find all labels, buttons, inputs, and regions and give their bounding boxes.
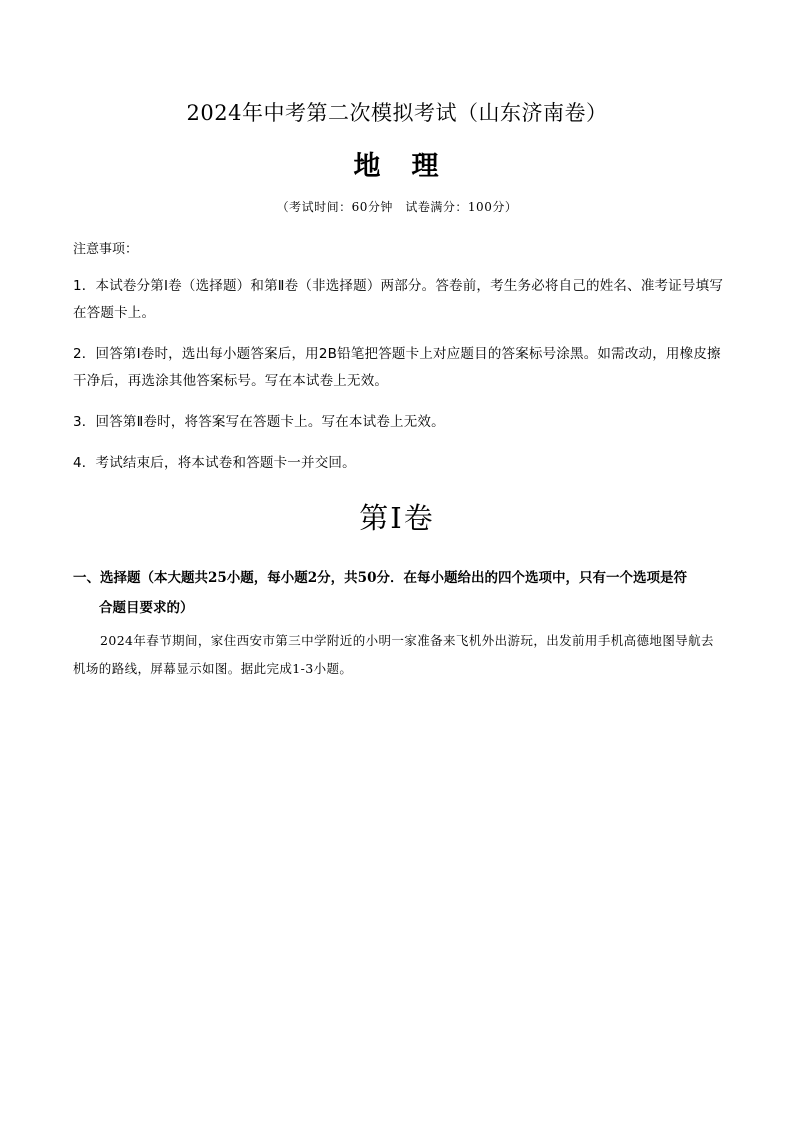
exam-info: （考试时间：60分钟 试卷满分：100分） (276, 200, 518, 214)
exam-title: 2024年中考第二次模拟考试（山东济南卷） (186, 101, 608, 125)
notice-item-1: 1．本试卷分第Ⅰ卷（选择题）和第Ⅱ卷（非选择题）两部分。答卷前，考生务必将自己的姓名、准考证号填写在答题卡上。 (73, 278, 724, 321)
question-passage: 2024年春节期间，家住西安市第三中学附近的小明一家准备来飞机外出游玩，出发前用手机高德地图导航去机场的路线，屏幕显示如图。据此完成1-3小题。 (73, 633, 714, 676)
question-heading-line-1: 一、选择题（本大题共25小题，每小题2分，共50分．在每小题给出的四个选项中，只有一个选项是符 (73, 570, 687, 586)
subject-title: 地 理 (353, 151, 441, 182)
question-heading-line-2: 合题目要求的） (99, 600, 194, 616)
notice-item-4: 4．考试结束后，将本试卷和答题卡一并交回。 (73, 455, 356, 471)
notice-item-3: 3．回答第Ⅱ卷时，将答案写在答题卡上。写在本试卷上无效。 (73, 414, 445, 430)
notice-heading: 注意事项： (73, 242, 139, 257)
section-title: 第Ⅰ卷 (359, 501, 435, 535)
question-group-heading (73, 563, 725, 623)
notice-item-2: 2．回答第Ⅰ卷时，选出每小题答案后，用2B铅笔把答题卡上对应题目的答案标号涂黑。如需改动，用橡皮擦干净后，再选涂其他答案标号。写在本试卷上无效。 (73, 346, 721, 389)
